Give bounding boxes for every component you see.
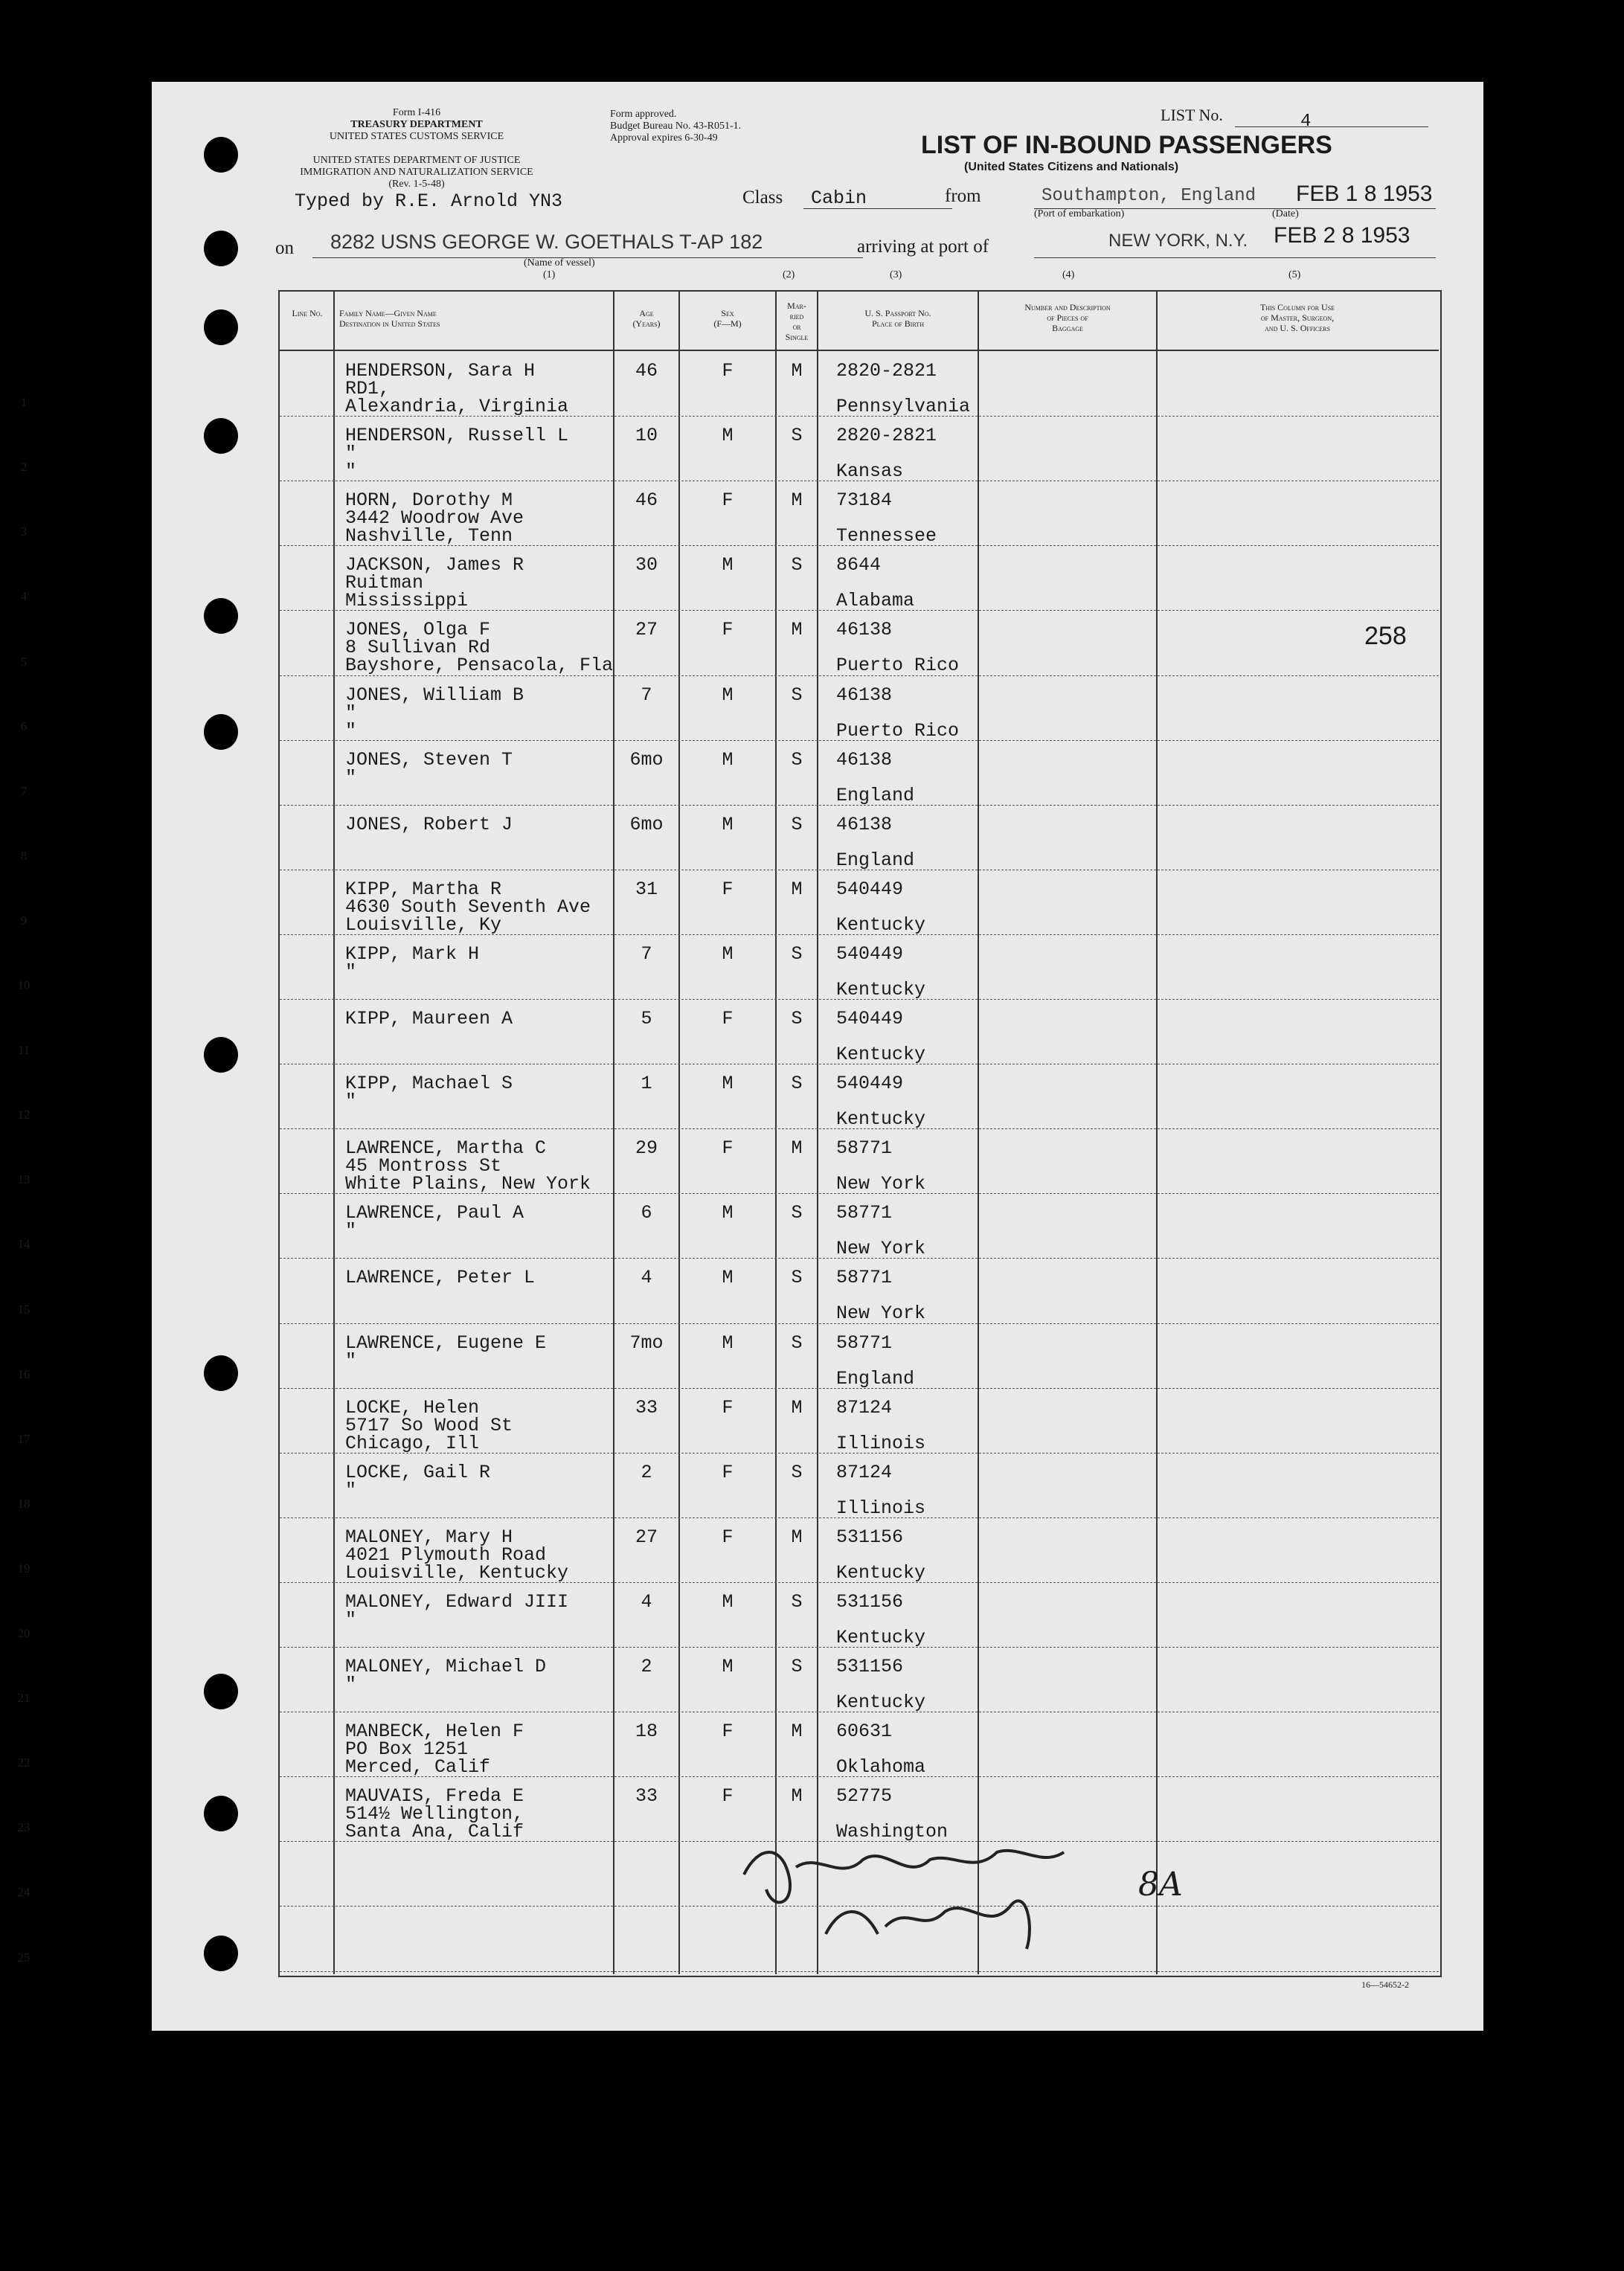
list-no-value: 4 [1300,112,1312,132]
destination-line: Ruitman [345,572,424,594]
passenger-name: LAWRENCE, Eugene E [345,1332,547,1354]
passenger-name: HORN, Dorothy M [345,489,513,512]
place-of-birth: Puerto Rico [836,719,960,742]
passenger-age: 46 [635,489,658,512]
line-number: 22 [17,1756,31,1770]
place-of-birth: Washington [836,1821,949,1843]
passenger-name: KIPP, Machael S [345,1073,513,1095]
marital-status: S [791,942,803,965]
passport-number: 87124 [836,1396,893,1419]
passenger-sex: M [722,1073,734,1095]
ins-service: IMMIGRATION AND NATURALIZATION SERVICE [300,167,533,178]
line-number: 24 [17,1885,31,1900]
destination-line: " [345,443,357,465]
arrival-date-stamp: FEB 2 8 1953 [1274,223,1410,248]
destination-line: 3442 Woodrow Ave [345,507,524,530]
marital-status: S [791,684,803,706]
marital-status: S [791,748,803,771]
arrival-rule [1034,257,1436,258]
passenger-name: HENDERSON, Sara H [345,360,536,382]
marital-status: S [791,1008,803,1030]
passenger-age: 1 [641,1073,652,1095]
embarkation-date-stamp: FEB 1 8 1953 [1296,182,1433,206]
page-title: LIST OF IN-BOUND PASSENGERS [921,131,1332,159]
destination-line: Bayshore, Pensacola, Fla [345,655,614,677]
passenger-sex: M [722,1590,734,1613]
passenger-age: 6 [641,1202,652,1224]
marital-status: M [791,1526,803,1548]
passport-number: 58771 [836,1202,893,1224]
passenger-age: 27 [635,619,658,641]
col-divider [817,292,818,1974]
col-index-2: (2) [783,269,795,280]
date-caption: (Date) [1272,208,1299,219]
passenger-age: 27 [635,1526,658,1548]
binder-hole [204,418,238,454]
binder-hole [204,1796,238,1831]
line-number: 13 [17,1172,31,1187]
binder-hole [204,309,238,345]
list-no-label: LIST No. [1161,106,1223,124]
line-number: 4 [20,589,28,604]
passenger-name: LAWRENCE, Peter L [345,1267,536,1289]
passenger-name: KIPP, Mark H [345,942,480,965]
passenger-sex: F [722,1137,734,1160]
port-embarkation-caption: (Port of embarkation) [1034,208,1125,219]
binder-hole [204,1355,238,1391]
passenger-name: JONES, William B [345,684,524,706]
line-number: 11 [17,1043,31,1058]
col-index-1: (1) [543,269,556,280]
class-value: Cabin [811,187,867,209]
passenger-name: JACKSON, James R [345,554,524,576]
passport-number: 531156 [836,1526,904,1548]
passenger-name: MALONEY, Michael D [345,1656,547,1677]
passenger-name: JONES, Steven T [345,748,513,771]
passenger-sex: M [722,942,734,965]
line-number: 6 [20,719,28,733]
approval-line: Budget Bureau No. 43-R051-1. [610,121,742,132]
col-index-3: (3) [890,269,902,280]
col-sex: Sex (F—M) [713,308,742,329]
place-of-birth: Oklahoma [836,1756,926,1779]
col-index-4: (4) [1062,269,1075,280]
passport-number: 87124 [836,1461,893,1483]
col-name: Family Name—Given Name Destination in United States [339,308,440,329]
form-header-left [327,107,506,143]
place-of-birth: New York [836,1302,926,1325]
place-of-birth: England [836,849,915,871]
place-of-birth: Illinois [836,1432,926,1454]
marital-status: M [791,489,803,512]
passenger-sex: F [722,878,734,900]
binder-hole [204,1674,238,1709]
marital-status: S [791,1073,803,1095]
passport-number: 52775 [836,1785,893,1808]
place-of-birth: Pennsylvania [836,396,971,417]
col-age: Age (Years) [632,308,661,329]
customs-service: UNITED STATES CUSTOMS SERVICE [329,131,504,142]
line-number: 3 [20,524,28,539]
destination-line: " [345,1220,357,1242]
officer-signature [729,1822,1294,1956]
destination-line: Santa Ana, Calif [345,1821,524,1843]
place-of-birth: Kentucky [836,1561,926,1584]
place-of-birth: Kentucky [836,1692,926,1713]
justice-header [275,155,558,190]
passenger-age: 18 [635,1721,658,1743]
passenger-age: 2 [641,1461,652,1483]
line-number: 15 [17,1302,31,1317]
passenger-age: 31 [635,878,658,900]
on-label: on [275,238,294,258]
col-married: Mar- ried or Single [785,301,809,342]
passenger-sex: M [722,684,734,706]
passenger-sex: F [722,1461,734,1483]
line-number: 21 [17,1691,31,1706]
line-number: 8 [20,848,28,863]
destination-line: 5717 So Wood St [345,1414,513,1436]
passenger-sex: F [722,1396,734,1419]
destination-line: Alexandria, Virginia [345,396,569,417]
destination-line: " [345,719,357,742]
line-number: 14 [17,1237,31,1252]
passport-number: 2820-2821 [836,425,937,447]
passenger-name: MAUVAIS, Freda E [345,1785,524,1808]
binder-hole [204,137,238,173]
destination-line: 4630 South Seventh Ave [345,896,591,918]
col-divider [333,292,335,1974]
passport-number: 58771 [836,1332,893,1354]
destination-line: 4021 Plymouth Road [345,1544,547,1566]
passport-number: 46138 [836,684,893,706]
line-number: 12 [17,1108,31,1122]
revision: (Rev. 1-5-48) [388,179,445,190]
passenger-name: LAWRENCE, Martha C [345,1137,547,1160]
line-number: 1 [20,395,28,410]
passenger-sex: M [722,1267,734,1289]
passenger-age: 10 [635,425,658,447]
passenger-sex: M [722,748,734,771]
line-number: 10 [17,978,31,992]
passenger-sex: M [722,813,734,835]
destination-line: Merced, Calif [345,1756,491,1779]
class-rule [803,208,952,209]
place-of-birth: Kentucky [836,913,926,936]
passport-number: 2820-2821 [836,360,937,382]
line-number: 18 [17,1496,31,1511]
passenger-name: JONES, Olga F [345,619,491,641]
col-passport: U. S. Passport No. Place of Birth [864,308,931,329]
class-label: Class [742,187,783,208]
marital-status: S [791,813,803,835]
line-number: 19 [17,1561,31,1575]
destination-line: Chicago, Ill [345,1432,480,1454]
passport-number: 58771 [836,1267,893,1289]
col-divider [1156,292,1158,1974]
passenger-age: 5 [641,1008,652,1030]
destination-line: 8 Sullivan Rd [345,637,491,659]
line-number: 17 [17,1431,31,1446]
passport-number: 46138 [836,748,893,771]
passport-number: 46138 [836,619,893,641]
col-officers: This Column for Use of Master, Surgeon, and U. S. Officers [1259,302,1335,333]
destination-line: RD1, [345,378,391,399]
header-rule [280,350,1439,351]
passport-number: 540449 [836,878,904,900]
passport-number: 46138 [836,813,893,835]
page-subtitle: (United States Citizens and Nationals) [964,161,1179,173]
passenger-age: 7mo [629,1332,664,1354]
passenger-name: LOCKE, Gail R [345,1461,491,1483]
passenger-sex: F [722,1526,734,1548]
passenger-name: MANBECK, Helen F [345,1721,524,1743]
passenger-name: KIPP, Maureen A [345,1008,513,1030]
marital-status: S [791,1332,803,1354]
list-no-rule [1235,126,1428,127]
signature-stroke [744,1851,1064,1903]
passport-number: 531156 [836,1590,904,1613]
passenger-age: 33 [635,1396,658,1419]
officer-note: 258 [1364,622,1407,650]
passenger-age: 46 [635,360,658,382]
line-number: 25 [17,1950,31,1965]
passenger-sex: F [722,619,734,641]
passenger-sex: F [722,360,734,382]
destination-line: " [345,766,357,788]
destination-line: " [345,701,357,724]
form-approval [610,109,741,144]
marital-status: S [791,1267,803,1289]
destination-line: Louisville, Ky [345,913,502,936]
binder-hole [204,1037,238,1073]
line-number: 5 [20,654,28,669]
place-of-birth: Kentucky [836,1626,926,1648]
binder-hole [204,231,238,266]
passenger-sex: M [722,425,734,447]
signature-suffix: 8A [1138,1866,1183,1904]
destination-line: " [345,1674,357,1695]
destination-line: Louisville, Kentucky [345,1561,569,1584]
col-index-5: (5) [1288,269,1301,280]
passport-number: 531156 [836,1656,904,1677]
passenger-name: LOCKE, Helen [345,1396,480,1419]
passenger-sex: M [722,1332,734,1354]
embarkation-port: Southampton, England [1042,186,1256,206]
destination-line: " [345,1479,357,1501]
vessel-name: 8282 USNS GEORGE W. GOETHALS T-AP 182 [330,231,763,253]
passenger-name: JONES, Robert J [345,813,513,835]
passenger-age: 6mo [629,748,664,771]
passenger-sex: F [722,1721,734,1743]
destination-line: " [345,960,357,983]
form-number: Form I-416 [392,107,441,118]
signature-stroke [826,1901,1030,1949]
place-of-birth: Illinois [836,1497,926,1519]
passenger-sex: M [722,1656,734,1677]
destination-line: " [345,1349,357,1372]
marital-status: M [791,1396,803,1419]
passenger-age: 30 [635,554,658,576]
destination-line: 514½ Wellington, [345,1803,524,1825]
passenger-name: MALONEY, Edward JIII [345,1590,569,1613]
passport-number: 8644 [836,554,882,576]
passenger-age: 29 [635,1137,658,1160]
binder-hole [204,1936,238,1971]
marital-status: M [791,619,803,641]
place-of-birth: Alabama [836,590,915,612]
justice-dept: UNITED STATES DEPARTMENT OF JUSTICE [312,155,521,166]
passport-number: 58771 [836,1137,893,1160]
col-baggage: Number and Description of Pieces of Baggage [1024,302,1111,333]
passenger-sex: F [722,1785,734,1808]
place-of-birth: Kansas [836,460,904,483]
approval-line: Form approved. [610,109,677,120]
arriving-label: arriving at port of [857,237,989,257]
marital-status: M [791,878,803,900]
col-line-no: Line No. [292,308,323,318]
passenger-age: 4 [641,1590,652,1613]
marital-status: S [791,554,803,576]
destination-line: " [345,460,357,483]
passenger-name: HENDERSON, Russell L [345,425,569,447]
passenger-age: 7 [641,684,652,706]
line-number: 2 [20,460,28,475]
passenger-age: 2 [641,1656,652,1677]
marital-status: M [791,360,803,382]
passenger-name: MALONEY, Mary H [345,1526,513,1548]
passport-number: 60631 [836,1721,893,1743]
passenger-age: 33 [635,1785,658,1808]
passenger-age: 7 [641,942,652,965]
destination-line: 45 Montross St [345,1155,502,1178]
place-of-birth: England [836,784,915,806]
line-number: 7 [20,783,28,798]
col-divider [978,292,979,1974]
place-of-birth: England [836,1367,915,1390]
typed-by: Typed by R.E. Arnold YN3 [295,190,563,212]
passport-number: 540449 [836,1008,904,1030]
marital-status: M [791,1137,803,1160]
passport-number: 540449 [836,942,904,965]
line-number: 9 [20,913,28,928]
line-number: 16 [17,1366,31,1381]
place-of-birth: Kentucky [836,1108,926,1131]
approval-line: Approval expires 6-30-49 [610,132,718,144]
marital-status: S [791,425,803,447]
binder-hole [204,714,238,750]
passenger-sex: M [722,554,734,576]
footer-code: 16—54652-2 [1361,1979,1409,1990]
passenger-name: KIPP, Martha R [345,878,502,900]
place-of-birth: Kentucky [836,1044,926,1065]
passenger-age: 6mo [629,813,664,835]
line-number: 23 [17,1820,31,1835]
place-of-birth: Tennessee [836,525,937,547]
place-of-birth: New York [836,1238,926,1260]
passenger-name: LAWRENCE, Paul A [345,1202,524,1224]
passport-number: 540449 [836,1073,904,1095]
destination-line: PO Box 1251 [345,1738,469,1761]
marital-status: M [791,1785,803,1808]
destination-line: Nashville, Tenn [345,525,513,547]
arrival-port: NEW YORK, N.Y. [1108,231,1248,251]
marital-status: M [791,1721,803,1743]
marital-status: S [791,1461,803,1483]
from-label: from [945,186,981,206]
passenger-sex: M [722,1202,734,1224]
passport-number: 73184 [836,489,893,512]
binder-hole [204,598,238,634]
passenger-sex: F [722,489,734,512]
marital-status: S [791,1656,803,1677]
passenger-age: 4 [641,1267,652,1289]
destination-line: White Plains, New York [345,1173,591,1195]
marital-status: S [791,1202,803,1224]
place-of-birth: New York [836,1173,926,1195]
line-number: 20 [17,1626,31,1640]
row-rule [280,1971,1439,1972]
place-of-birth: Kentucky [836,978,926,1000]
place-of-birth: Puerto Rico [836,655,960,677]
vessel-caption: (Name of vessel) [524,257,595,269]
destination-line: Mississippi [345,590,469,612]
treasury-dept: TREASURY DEPARTMENT [350,119,483,130]
marital-status: S [791,1590,803,1613]
passenger-sex: F [722,1008,734,1030]
destination-line: " [345,1608,357,1631]
destination-line: " [345,1090,357,1113]
